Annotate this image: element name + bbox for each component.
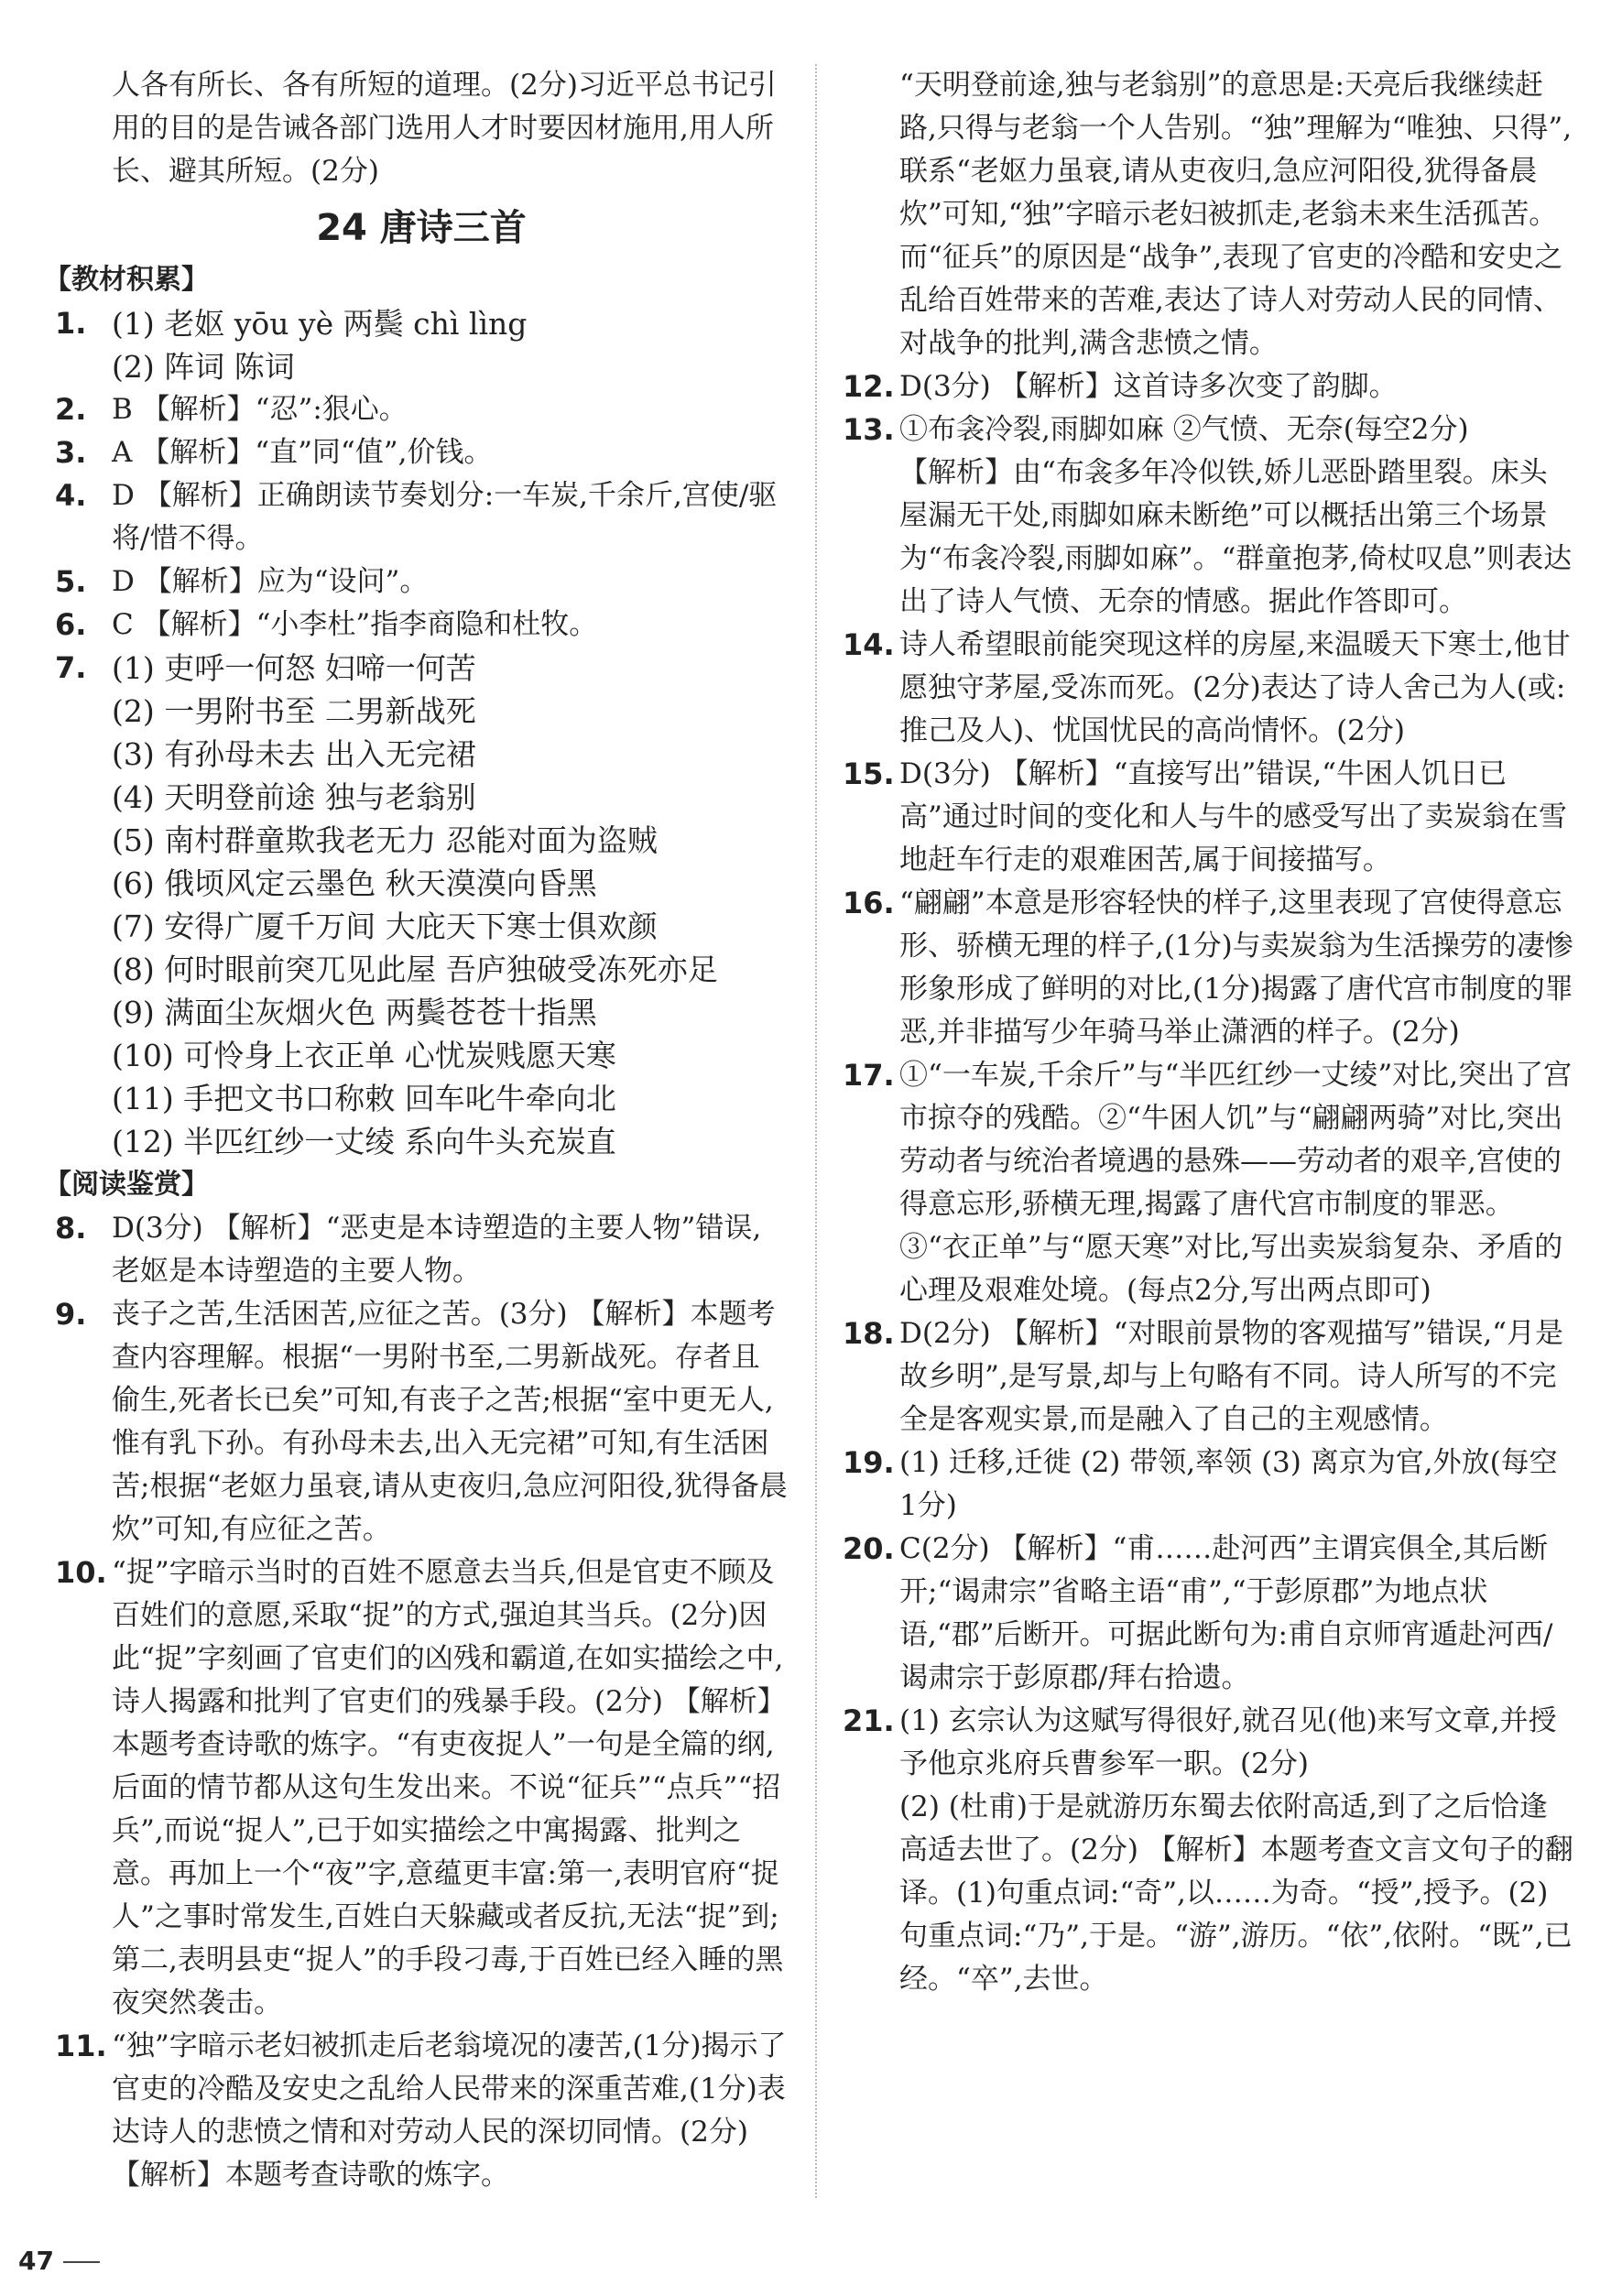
- answer-text: “独”字暗示老妇被抓走后老翁境况的凄苦,(1分)揭示了官吏的冷酷及安史之乱给人民带来的深重苦难,(1分)表达诗人的悲愤之情和对劳动人民的深切同情。(2分) 【解析】本题考查诗歌的炼字。: [112, 2029, 787, 2192]
- poem-line: (1) 吏呼一何怒 妇啼一何苦: [112, 650, 476, 686]
- poem-line: (7) 安得广厦千万间 大庇天下寒士俱欢颜: [112, 909, 658, 944]
- answer-item-2: [55, 388, 788, 431]
- answer-text: (1) 玄宗认为这赋写得很好,就召见(他)来写文章,并授予他京兆府兵曹参军一职。(2分): [899, 1704, 1557, 1780]
- item-number: 9.: [55, 1297, 87, 1332]
- answer-text: D(3分) 【解析】“恶吏是本诗塑造的主要人物”错误,老妪是本诗塑造的主要人物。: [112, 1212, 762, 1288]
- answer-item-7: [55, 647, 788, 1163]
- answer-text: (2) (杜甫)于是就游历东蜀去依附高适,到了之后恰逢高适去世了。(2分) 【解析】本题考查文言文句子的翻译。(1)句重点词:“奇”,以……为奇。“授”,授予。(2)句重点词:“乃”,于是。“游”,游历。“依”,依附。“既”,已经。“卒”,去世。: [899, 1790, 1573, 1996]
- answer-analysis: 【解析】由“布衾多年冷似铁,娇儿恶卧踏里裂。床头屋漏无干处,雨脚如麻未断绝”可以概括出第三个场景为“布衾冷裂,雨脚如麻”。“群童抱茅,倚杖叹息”则表达出了诗人气愤、无奈的情感。据此作答即可。: [899, 456, 1573, 618]
- item-number: 19.: [843, 1445, 895, 1480]
- answer-item-15: [843, 753, 1575, 882]
- answer-text: D(2分) 【解析】“对眼前景物的客观描写”错误,“月是故乡明”,是写景,却与上句略有不同。诗人所写的不完全是客观实景,而是融入了自己的主观感情。: [899, 1317, 1564, 1436]
- page-number-text: 47: [18, 2246, 54, 2276]
- answer-text: A 【解析】“直”同“值”,价钱。: [112, 436, 493, 469]
- answer-item-6: [55, 604, 788, 647]
- poem-line: (9) 满面尘灰烟火色 两鬓苍苍十指黑: [112, 995, 597, 1030]
- item-number: 20.: [843, 1531, 895, 1566]
- section-heading-textbook: 【教材积累】: [44, 264, 209, 296]
- answer-item-12: [843, 365, 1575, 408]
- answer-item-9: [55, 1293, 788, 1551]
- page-number-rule: [63, 2261, 100, 2263]
- answer-text: C 【解析】“小李杜”指李商隐和杜牧。: [112, 608, 598, 641]
- section-title: 24 唐诗三首: [316, 207, 527, 249]
- answer-item-14: [843, 624, 1575, 753]
- answer-text: B 【解析】“忍”:狠心。: [112, 393, 408, 426]
- item-number: 13.: [843, 412, 895, 447]
- item-number: 2.: [55, 392, 87, 427]
- answer-text: (1) 老妪 yōu yè 两鬓 chì lìng: [112, 306, 528, 342]
- answer-item-20: [843, 1528, 1575, 1700]
- answer-text: ①“一车炭,千余斤”与“半匹红纱一丈绫”对比,突出了宫市掠夺的残酷。②“牛困人饥”与“翩翩两骑”对比,突出劳动者与统治者境遇的悬殊——劳动者的艰辛,宫使的得意忘形,骄横无理,揭露了唐代宫市制度的罪恶。③“衣正单”与“愿天寒”对比,写出卖炭翁复杂、矛盾的心理及艰难处境。(每点2分,写出两点即可): [899, 1059, 1573, 1307]
- answer-item-16: [843, 882, 1575, 1054]
- answer-text: (2) 阵词 陈词: [112, 349, 295, 385]
- answer-text: D(3分) 【解析】“直接写出”错误,“牛困人饥日已高”通过时间的变化和人与牛的感受写出了卖炭翁在雪地赶车行走的艰难困苦,属于间接描写。: [899, 757, 1567, 876]
- poem-line: (3) 有孙母未去 出入无完裙: [112, 736, 476, 772]
- item-number: 8.: [55, 1211, 87, 1246]
- intro-paragraph: 人各有所长、各有所短的道理。(2分)习近平总书记引用的目的是告诫各部门选用人才时要因材施用,用人所长、避其所短。(2分): [112, 69, 777, 188]
- right-column: [843, 64, 1575, 2001]
- poem-line: (5) 南村群童欺我老无力 忍能对面为盗贼: [112, 822, 658, 858]
- answer-item-17: [843, 1054, 1575, 1312]
- poem-line: (12) 半匹红纱一丈绫 系向牛头充炭直: [112, 1124, 616, 1159]
- answer-item-5: [55, 560, 788, 604]
- item-number: 16.: [843, 886, 895, 920]
- poem-line: (2) 一男附书至 二男新战死: [112, 693, 476, 729]
- poem-line: (11) 手把文书口称敕 回车叱牛牵向北: [112, 1081, 616, 1116]
- answer-text: ①布衾冷裂,雨脚如麻 ②气愤、无奈(每空2分): [899, 413, 1469, 446]
- answer-item-19: [843, 1442, 1575, 1528]
- column-divider: [815, 64, 817, 2198]
- section-heading-reading: 【阅读鉴赏】: [44, 1169, 209, 1201]
- item-number: 14.: [843, 627, 895, 662]
- continued-analysis: “天明登前途,独与老翁别”的意思是:天亮后我继续赶路,只得与老翁一个人告别。“独”理解为“唯独、只得”,联系“老妪力虽衰,请从吏夜归,急应河阳役,犹得备晨炊”可知,“独”字暗示老妇被抓走,老翁未来生活孤苦。而“征兵”的原因是“战争”,表现了官吏的冷酷和安史之乱给百姓带来的苦难,表达了诗人对劳动人民的同情、对战争的批判,满含悲愤之情。: [899, 69, 1573, 360]
- answer-text: D(3分) 【解析】这首诗多次变了韵脚。: [899, 370, 1398, 403]
- item-number: 18.: [843, 1316, 895, 1351]
- answer-item-18: [843, 1312, 1575, 1442]
- poem-line: (6) 俄顷风定云墨色 秋天漠漠向昏黑: [112, 865, 597, 901]
- left-column: [44, 64, 788, 2197]
- poem-line: (8) 何时眼前突兀见此屋 吾庐独破受冻死亦足: [112, 952, 718, 987]
- item-number: 15.: [843, 756, 895, 791]
- answer-text: “捉”字暗示当时的百姓不愿意去当兵,但是官吏不顾及百姓们的意愿,采取“捉”的方式,强迫其当兵。(2分)因此“捉”字刻画了官吏们的凶残和霸道,在如实描绘之中,诗人揭露和批判了官吏们的残暴手段。(2分) 【解析】本题考查诗歌的炼字。“有吏夜捉人”一句是全篇的纲,后面的情节都从这句生发出来。不说“征兵”“点兵”“招兵”,而说“捉人”,已于如实描绘之中寓揭露、批判之意。再加上一个“夜”字,意蕴更丰富:第一,表明官府“捉人”之事时常发生,百姓白天躲藏或者反抗,无法“捉”到;第二,表明县吏“捉人”的手段刁毒,于百姓已经入睡的黑夜突然袭击。: [112, 1556, 786, 2019]
- answer-item-13: [843, 408, 1575, 624]
- answer-item-8: [55, 1207, 788, 1293]
- answer-item-3: [55, 431, 788, 474]
- answer-item-1: [55, 302, 788, 388]
- answer-item-21: [843, 1700, 1575, 2001]
- answer-text: D 【解析】正确朗读节奏划分:一车炭,千余斤,宫使/驱将/惜不得。: [112, 479, 778, 555]
- answer-text: C(2分) 【解析】“甫……赴河西”主谓宾俱全,其后断开;“谒肃宗”省略主语“甫”,“于彭原郡”为地点状语,“郡”后断开。可据此断句为:甫自京师宵遁赴河西/谒肃宗于彭原郡/拜右拾遗。: [899, 1532, 1553, 1694]
- answer-text: D 【解析】应为“设问”。: [112, 565, 429, 598]
- item-number: 17.: [843, 1058, 895, 1093]
- poem-line: (10) 可怜身上衣正单 心忧炭贱愿天寒: [112, 1038, 616, 1073]
- answer-item-10: [55, 1551, 788, 2025]
- item-number: 4.: [55, 478, 87, 513]
- item-number: 12.: [843, 369, 895, 404]
- item-number: 5.: [55, 564, 87, 599]
- answer-item-4: [55, 474, 788, 560]
- item-number: 11.: [55, 2029, 107, 2063]
- item-number: 21.: [843, 1703, 895, 1738]
- item-number: 1.: [55, 306, 87, 341]
- answer-text: 诗人希望眼前能突现这样的房屋,来温暖天下寒士,他甘愿独守茅屋,受冻而死。(2分)表达了诗人舍己为人(或:推己及人)、忧国忧民的高尚情怀。(2分): [899, 628, 1571, 747]
- answer-text: “翩翩”本意是形容轻快的样子,这里表现了宫使得意忘形、骄横无理的样子,(1分)与卖炭翁为生活操劳的凄惨形象形成了鲜明的对比,(1分)揭露了唐代宫市制度的罪恶,并非描写少年骑马举止潇洒的样子。(2分): [899, 887, 1573, 1049]
- item-number: 10.: [55, 1555, 107, 1590]
- item-number: 3.: [55, 435, 87, 470]
- answer-item-11: [55, 2025, 788, 2197]
- item-number: 7.: [55, 650, 87, 685]
- item-number: 6.: [55, 607, 87, 642]
- answer-text: (1) 迁移,迁徙 (2) 带领,率领 (3) 离京为官,外放(每空1分): [899, 1446, 1558, 1522]
- page-number: [18, 2246, 100, 2276]
- answer-text: 丧子之苦,生活困苦,应征之苦。(3分) 【解析】本题考查内容理解。根据“一男附书至,二男新战死。存者且偷生,死者长已矣”可知,有丧子之苦;根据“室中更无人,惟有乳下孙。有孙母未去,出入无完裙”可知,有生活困苦;根据“老妪力虽衰,请从吏夜归,急应河阳役,犹得备晨炊”可知,有应征之苦。: [112, 1298, 788, 1546]
- poem-line: (4) 天明登前途 独与老翁别: [112, 779, 476, 815]
